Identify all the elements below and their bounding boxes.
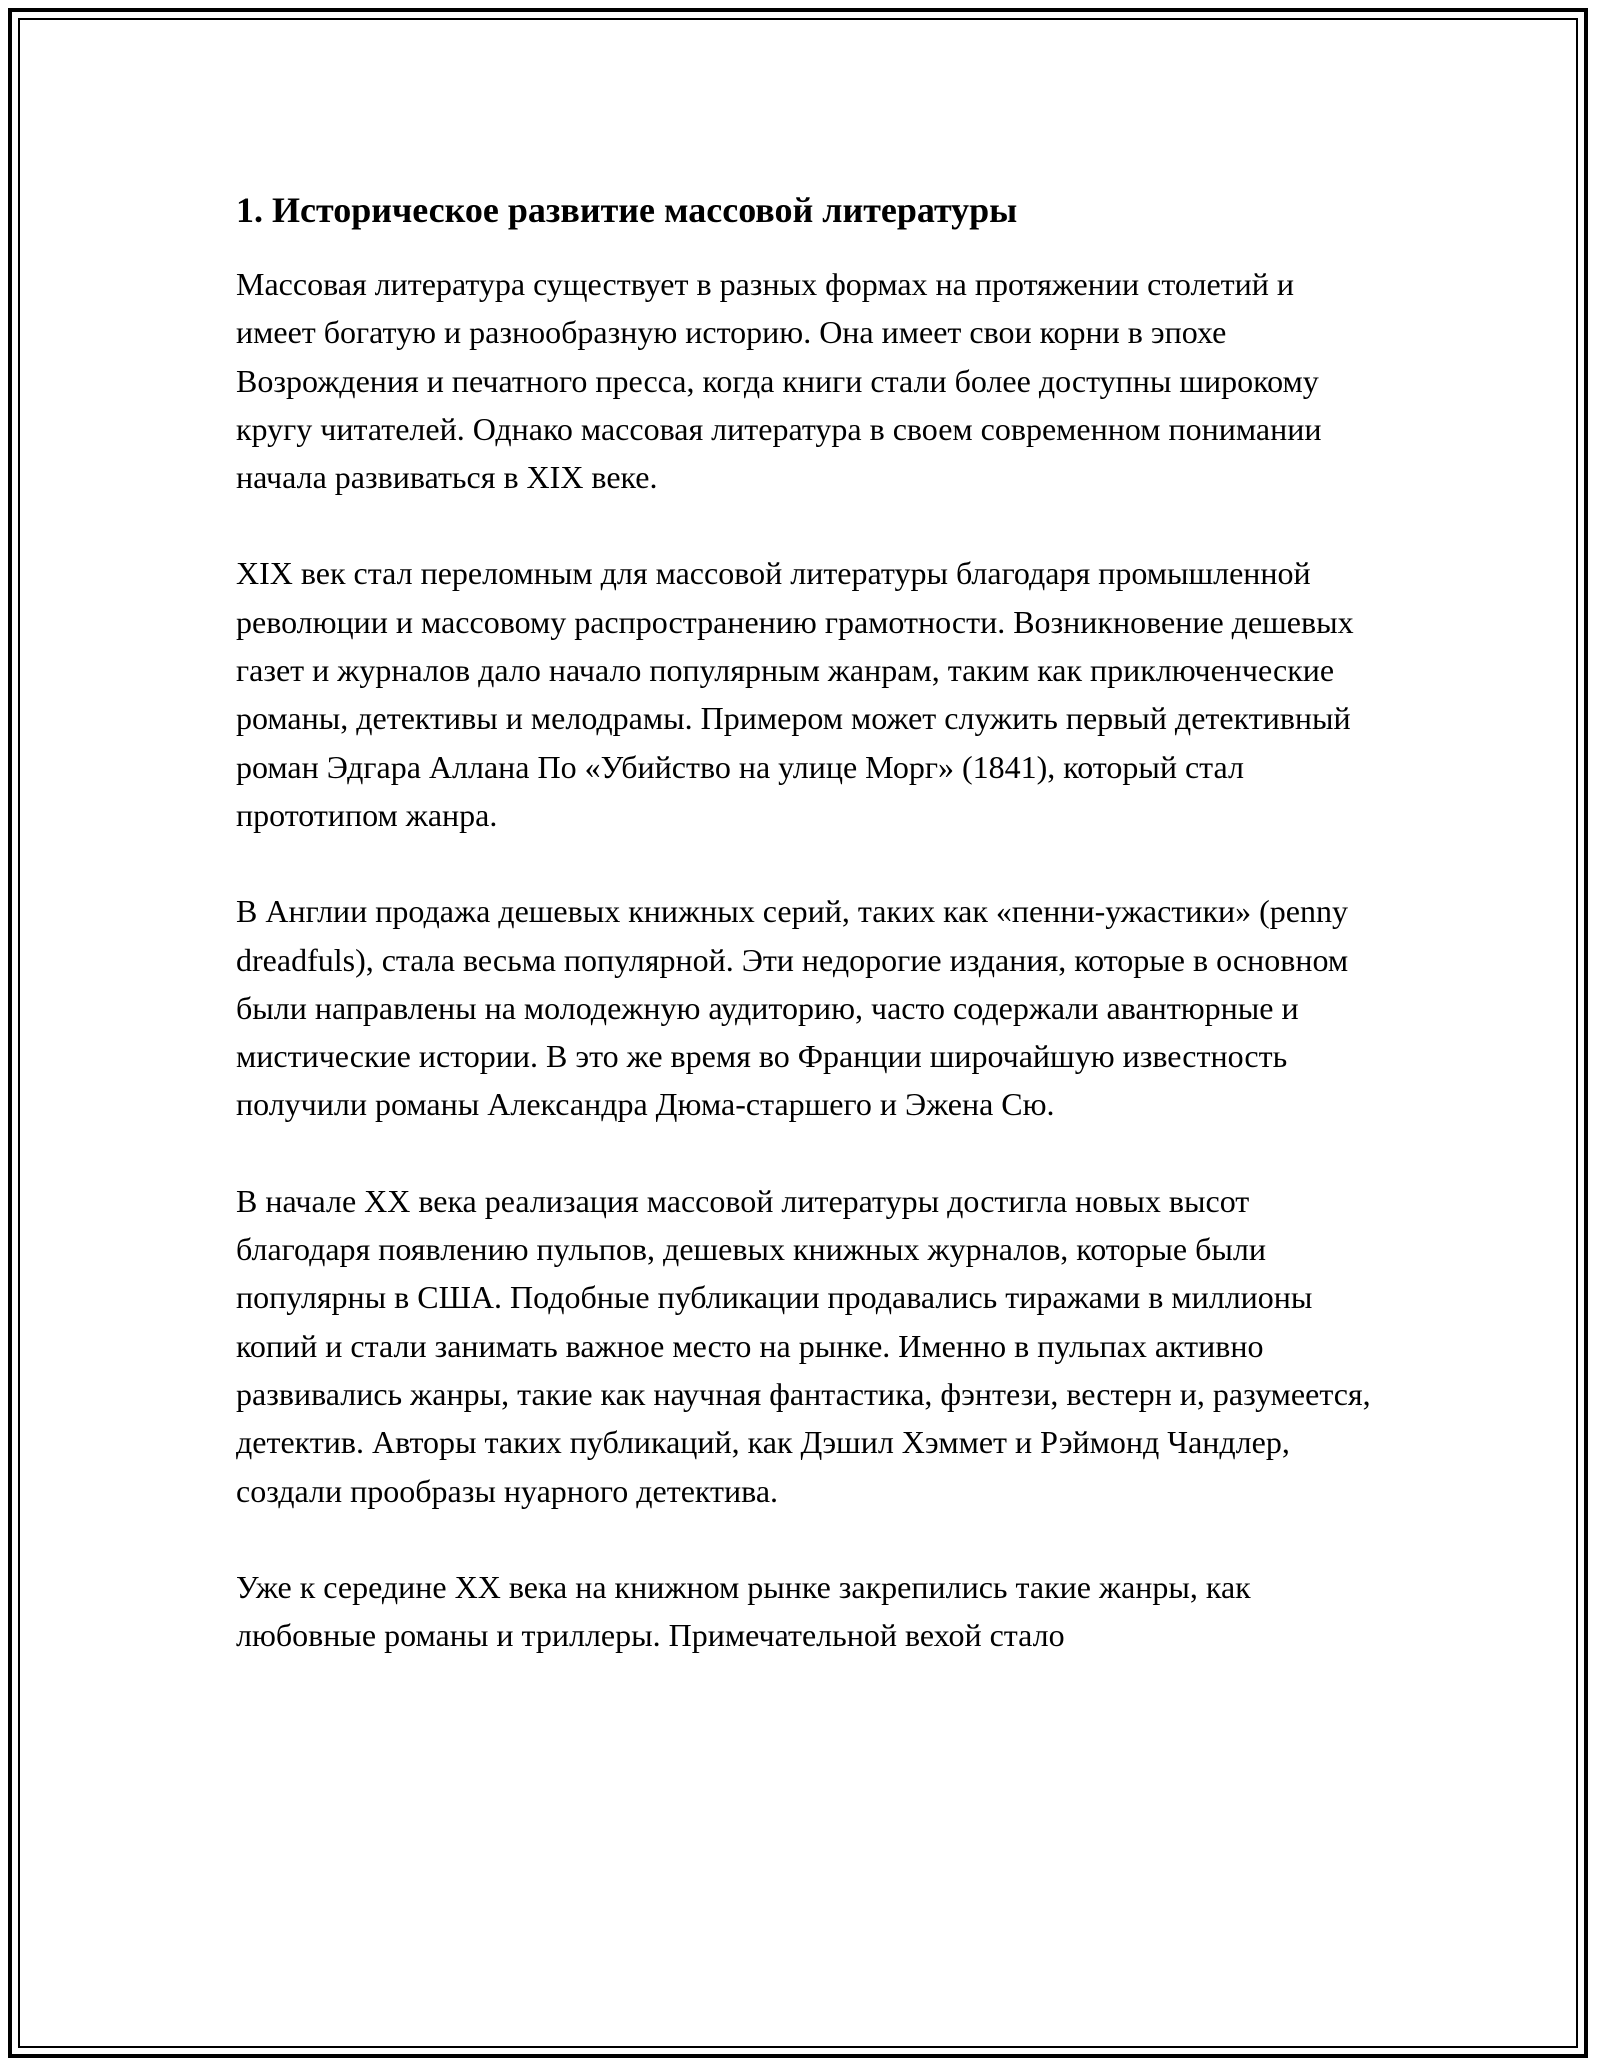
paragraph-2: XIX век стал переломным для массовой литературы благодаря промышленной революции и массовому распространению грамотности. Возникновение дешевых газет и журналов дало начало популярным жанрам, таким как приключенческие романы, детективы и мелодрамы. Примером может служить первый детективный роман Эдгара Аллана По «Убийство на улице Морг» (1841), который стал прототипом жанра. [236, 555, 1354, 833]
paragraph-1: Массовая литература существует в разных формах на протяжении столетий и имеет богатую и разнообразную историю. Она имеет свои корни в эпохе Возрождения и печатного пресса, когда книги стали более доступны широкому кругу читателей. Однако массовая литература в своем современном понимании начала развиваться в XIX веке. [236, 266, 1322, 496]
section-title: 1. Историческое развитие массовой литературы [236, 190, 1018, 230]
paragraph-4: В начале XX века реализация массовой литературы достигла новых высот благодаря появлению пульпов, дешевых книжных журналов, которые были популярны в США. Подобные публикации продавались тиражами в миллионы копий и стали занимать важное место на рынке. Именно в пульпах активно развивались жанры, такие как научная фантастика, фэнтези, вестерн и, разумеется, детектив. Авторы таких публикаций, как Дэшил Хэммет и Рэймонд Чандлер, создали прообразы нуарного детектива. [236, 1182, 1371, 1509]
paragraph-5: Уже к середине XX века на книжном рынке закрепились такие жанры, как любовные романы и триллеры. Примечательной вехой стало [236, 1568, 1251, 1654]
paragraph-3: В Англии продажа дешевых книжных серий, таких как «пенни-ужастики» (penny dreadfuls), стала весьма популярной. Эти недорогие издания, которые в основном были направлены на молодежную аудиторию, часто содержали авантюрные и мистические истории. В это же время во Франции широчайшую известность получили романы Александра Дюма-старшего и Эжена Сю. [236, 893, 1349, 1123]
document-body [236, 188, 1376, 1707]
